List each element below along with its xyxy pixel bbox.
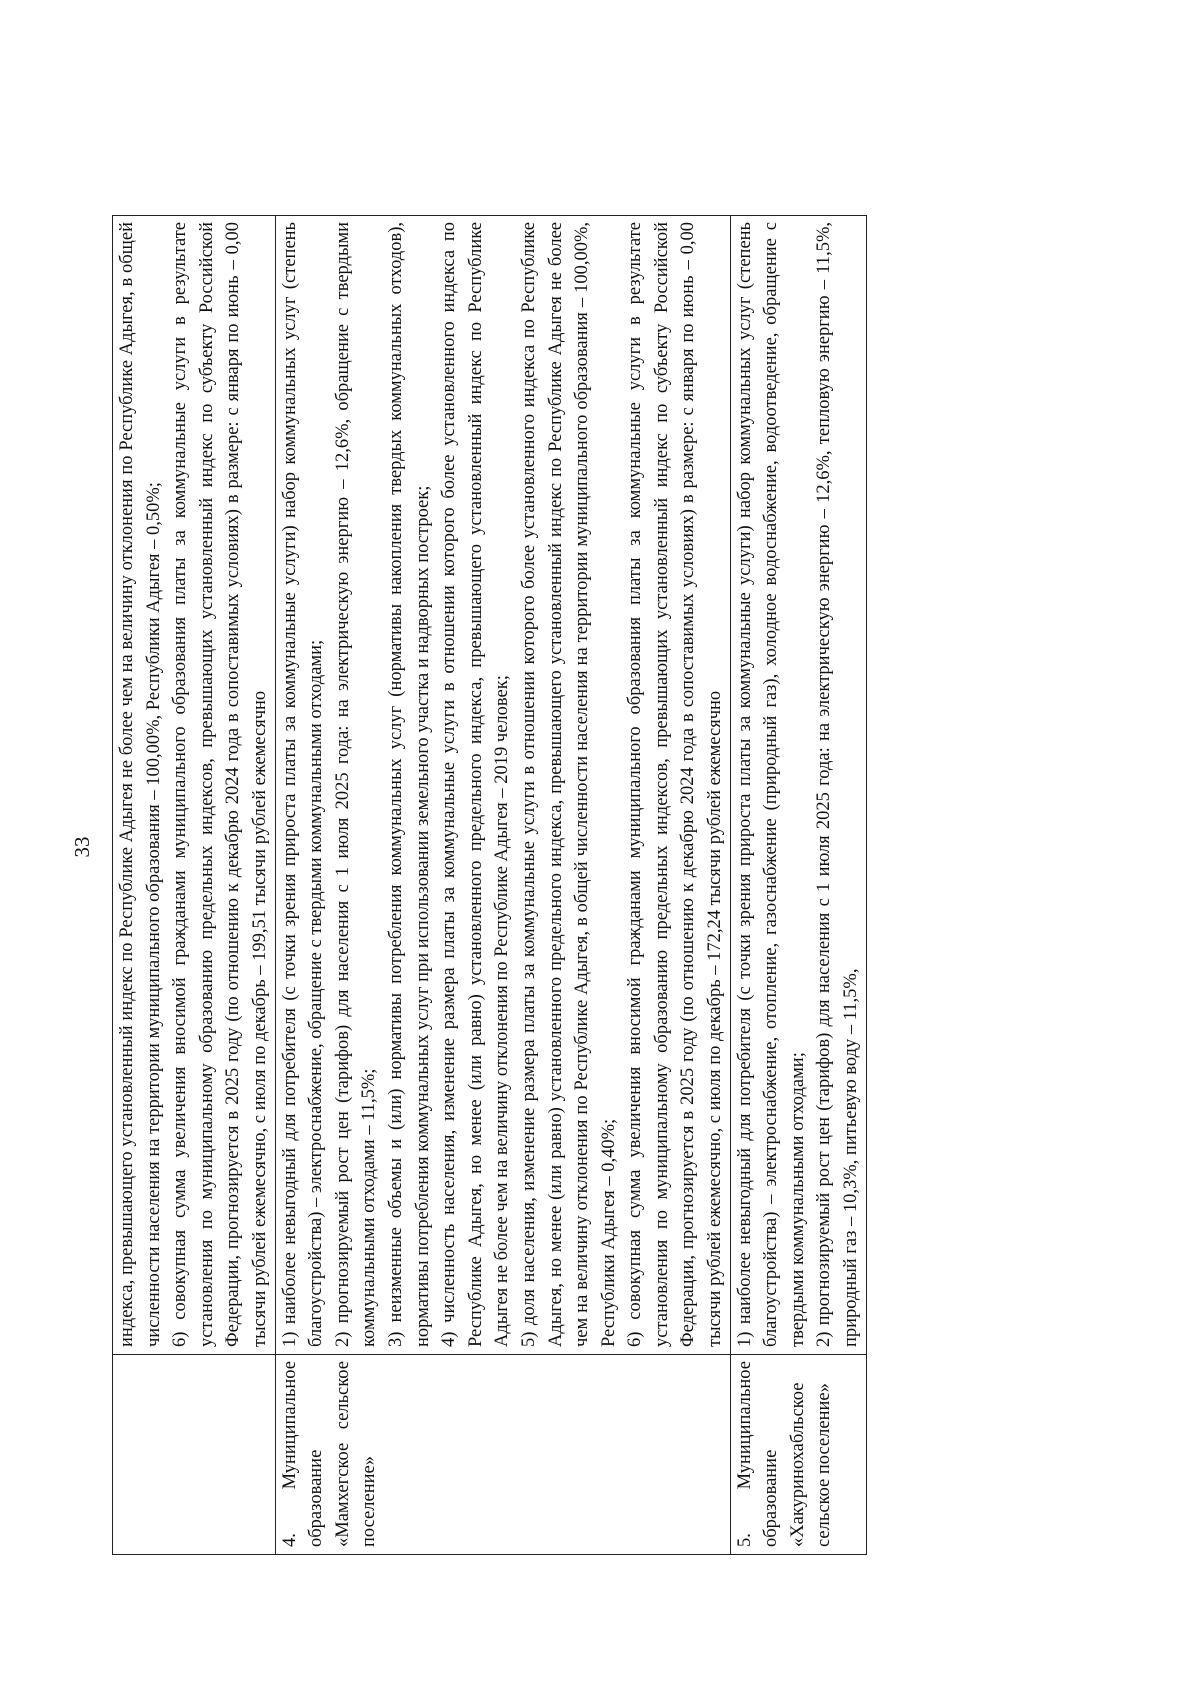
paragraph: индекса, превышающего установленный индекс по Республике Адыгея не более чем на величину отклонения по Республике Адыгея, в общей численности населения на территории муниципального образования – 100,00%, Республики Адыгея – 0,50%;	[117, 222, 164, 1347]
municipality-name-cell: 5. Муниципальное образование «Хакуринохабльское сельское поселение»	[730, 1355, 866, 1555]
indicators-cell	[113, 216, 276, 1355]
table-row	[730, 216, 866, 1555]
paragraph: 1) наиболее невыгодный для потребителя (с точки зрения прироста платы за коммунальные услуги) набор коммунальных услуг (степень благоустройства) – электроснабжение, обращение с твердыми коммунальными отходами;	[279, 222, 327, 1347]
page-number: 33	[70, 836, 94, 858]
paragraph: 6) совокупная сумма увеличения вносимой гражданами муниципального образования платы за коммунальные услуги в результате установления по муниципальному образованию предельных индексов, превышающих установленный индекс по субъекту Российской Федерации, прогнозируется в 2025 году (по отношению к декабрю 2024 года в сопоставимых условиях) в размере: с января по июнь – 0,00 тысячи рублей ежемесячно, с июля по декабрь – 199,51 тысячи рублей ежемесячно	[170, 222, 270, 1347]
paragraph: 5) доля населения, изменение размера платы за коммунальные услуги в отношении которого более установленного индекса по Республике Адыгея, но менее (или равно) установленного предельного индекса, превышающего установленный индекс по Республике Адыгея не более чем на величину отклонения по Республике Адыгея, в общей численности населения на территории муниципального образования – 100,00%, Республики Адыгея – 0,40%;	[518, 222, 619, 1347]
municipality-name-cell: 4. Муниципальное образование «Мамхегское сельское поселение»	[275, 1355, 730, 1555]
paragraph: 2) прогнозируемый рост цен (тарифов) для населения с 1 июля 2025 года: на электрическую энергию – 12,6%, обращение с твердыми коммунальными отходами – 11,5%;	[332, 222, 380, 1347]
paragraph: 1) наиболее невыгодный для потребителя (с точки зрения прироста платы за коммунальные услуги) набор коммунальных услуг (степень благоустройства) – электроснабжение, отопление, газоснабжение (природный газ), холодное водоснабжение, водоотведение, обращение с твердыми коммунальными отходами;	[734, 222, 808, 1347]
municipality-name-cell	[113, 1355, 276, 1555]
indicators-cell	[730, 216, 866, 1355]
paragraph: 2) прогнозируемый рост цен (тарифов) для населения с 1 июля 2025 года: на электрическую энергию – 12,6%, тепловую энергию – 11,5%, природный газ – 10,3%, питьевую воду – 11,5%,	[814, 222, 862, 1347]
forecast-table	[112, 215, 867, 1555]
indicators-cell	[275, 216, 730, 1355]
paragraph: 4) численность населения, изменение размера платы за коммунальные услуги в отношении которого более установленного индекса по Республике Адыгея, но менее (или равно) установленного предельного индекса, превышающего установленный индекс по Республике Адыгея не более чем на величину отклонения по Республике Адыгея – 2019 человек;	[439, 222, 513, 1347]
table-row	[275, 216, 730, 1555]
table-row	[113, 216, 276, 1555]
paragraph: 3) неизменные объемы и (или) нормативы потребления коммунальных услуг (нормативы накопления твердых коммунальных отходов), нормативы потребления коммунальных услуг при использовании земельного участка и надворных построек;	[385, 222, 433, 1347]
paragraph: 6) совокупная сумма увеличения вносимой гражданами муниципального образования платы за коммунальные услуги в результате установления по муниципальному образованию предельных индексов, превышающих установленный индекс по субъекту Российской Федерации, прогнозируется в 2025 году (по отношению к декабрю 2024 года в сопоставимых условиях) в размере: с января по июнь – 0,00 тысячи рублей ежемесячно, с июля по декабрь – 172,24 тысячи рублей ежемесячно	[625, 222, 726, 1347]
